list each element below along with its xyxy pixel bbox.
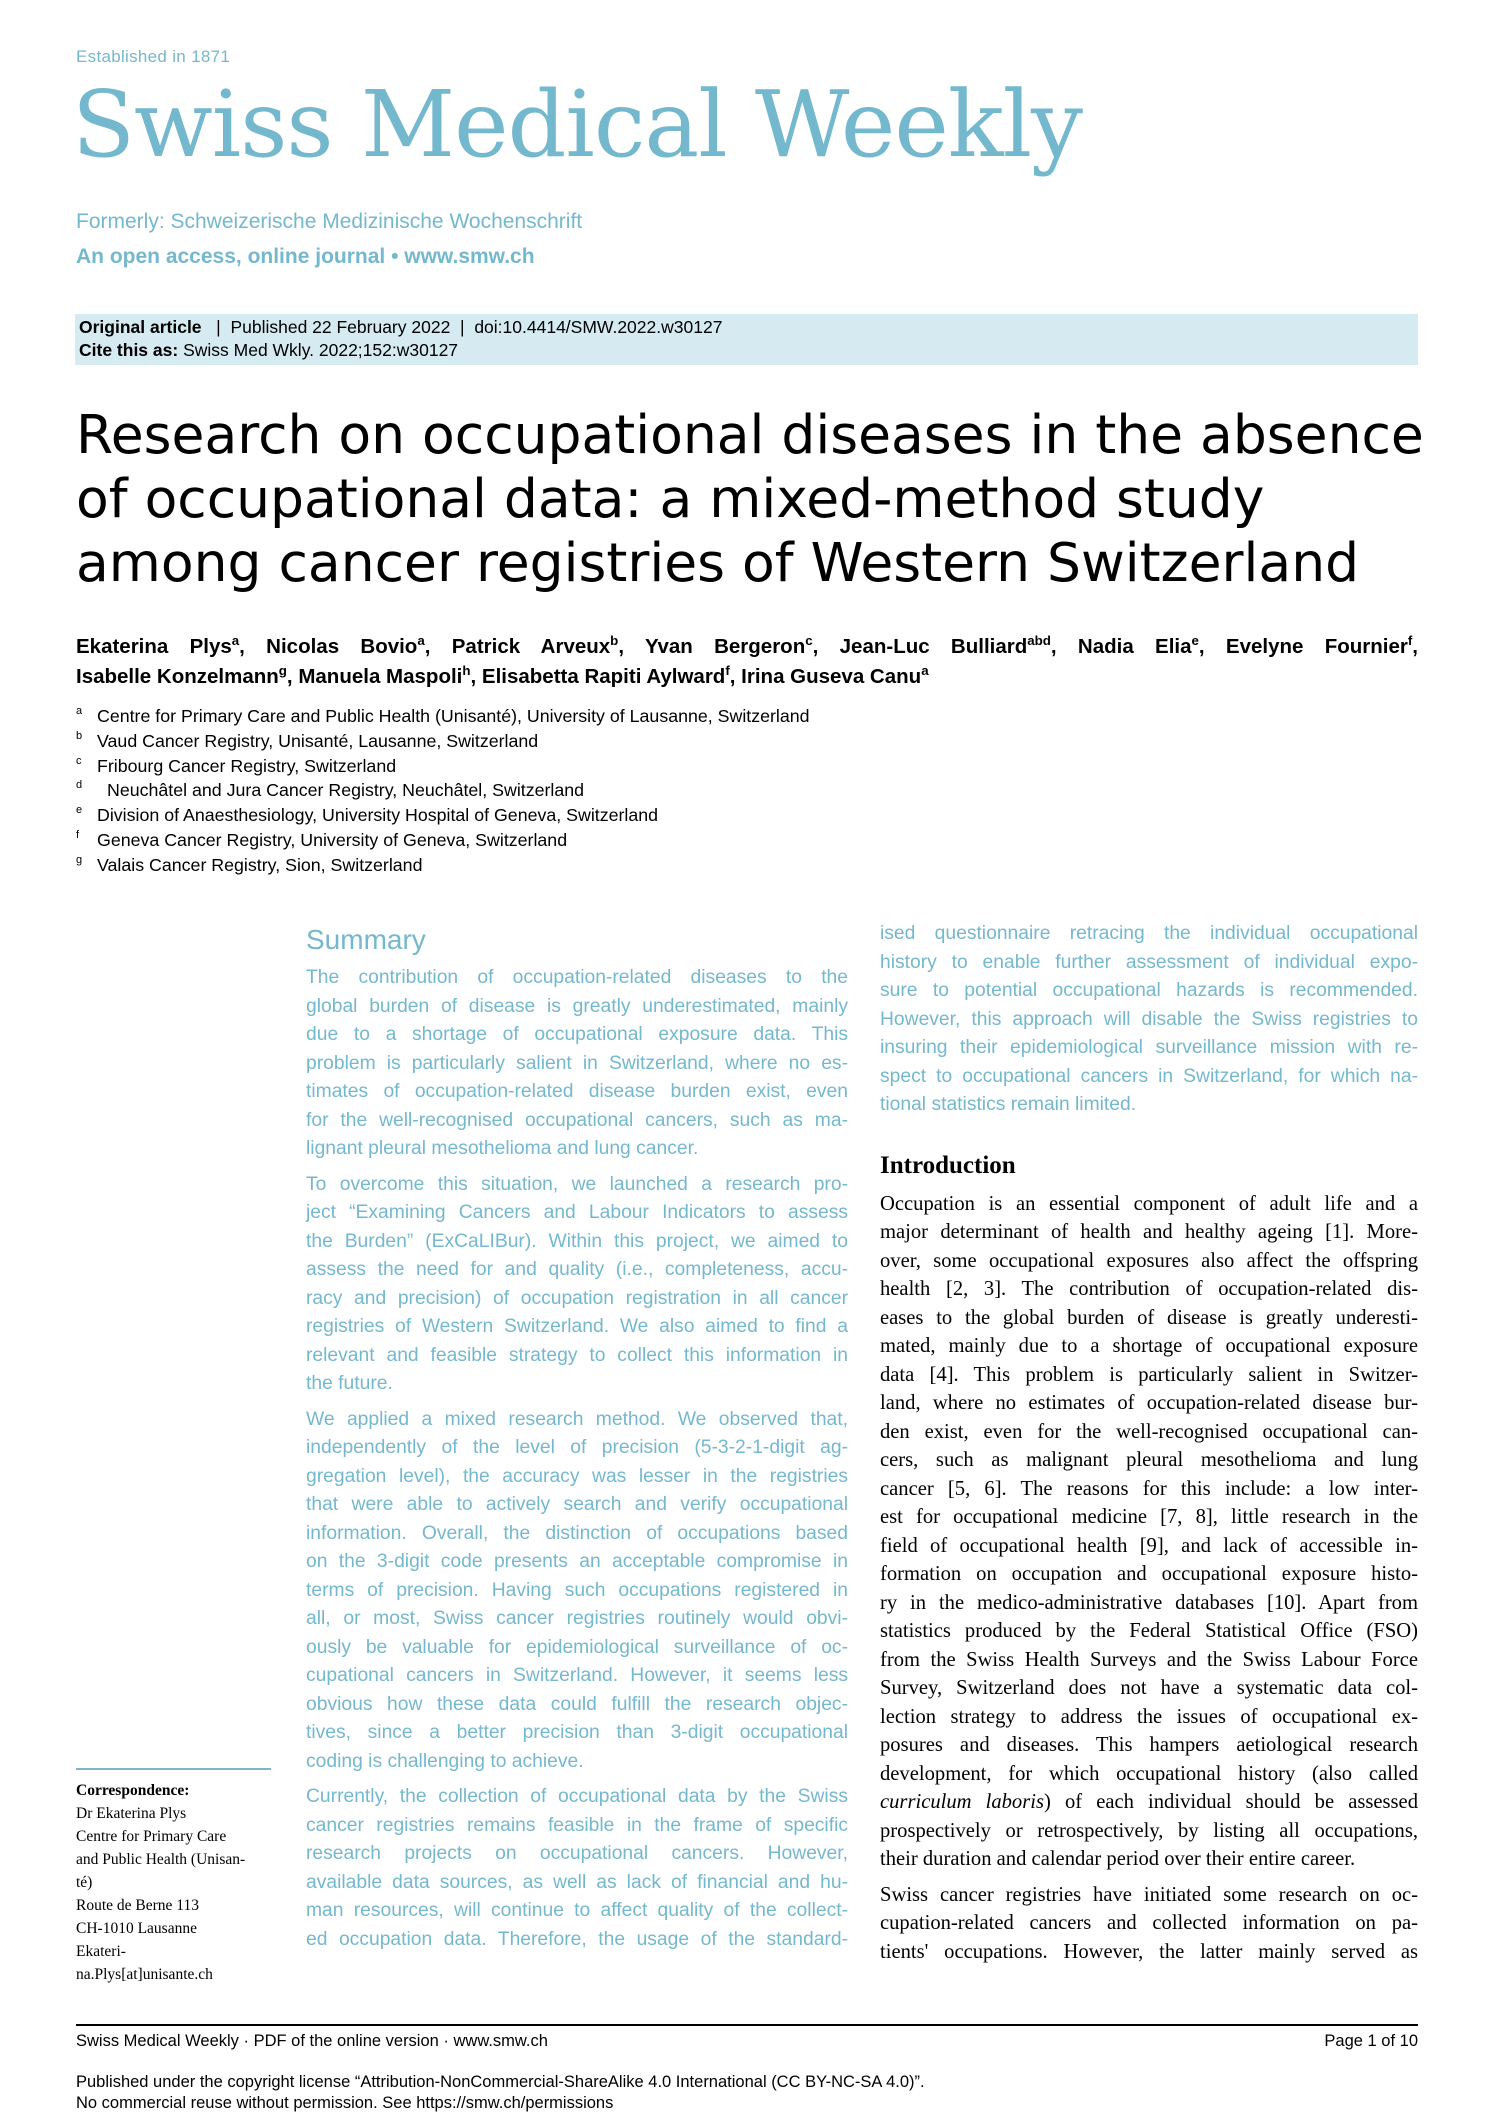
text-line: Swiss cancer registries have initiated some research on oc-	[880, 1883, 1418, 1906]
text-line: tives, since a better precision than 3-digit occupational	[306, 1722, 848, 1743]
published-date: Published 22 February 2022	[230, 317, 451, 337]
text-line: registries of Western Switzerland. We also aimed to find a	[306, 1316, 848, 1337]
article-type: Original article	[79, 317, 202, 337]
title-line: among cancer registries of Western Switzerland	[76, 531, 1360, 594]
introduction-heading: Introduction	[880, 1151, 1016, 1179]
text-line: té)	[76, 1874, 93, 1891]
intro-line: curriculum laboris) of each individual should be assessed	[880, 1791, 1418, 1813]
author-line	[76, 632, 1418, 662]
text-line: ed occupation data. Therefore, the usage of the standard-	[306, 1928, 848, 1950]
summary-section	[306, 922, 848, 1954]
established-note: Established in 1871	[76, 47, 231, 66]
text-line: global burden of disease is greatly underestimated, mainly	[306, 995, 848, 1017]
author: Jean-Luc Bulliard$^{abd}$,	[839, 633, 1057, 658]
correspondence-label: Correspondence:	[76, 1782, 190, 1799]
text-line: land, where no estimates of occupation-related disease bur-	[880, 1392, 1418, 1414]
text-line: field of occupational health [9], and lack of accessible in-	[880, 1534, 1418, 1557]
text-line: the future.	[306, 1373, 393, 1394]
author: Nicolas Bovio$^a$,	[266, 633, 431, 658]
affiliation: b Vaud Cancer Registry, Unisanté, Lausanne, Switzerland	[76, 729, 539, 751]
text-line: Route de Berne 113	[76, 1897, 199, 1914]
text-line: posures and diseases. This hampers aetiological research	[880, 1734, 1418, 1756]
text-line: for the well-recognised occupational cancers, such as ma-	[306, 1109, 848, 1131]
text-line: cers, such as malignant pleural mesothelioma and lung	[880, 1449, 1418, 1471]
text-line: due to a shortage of occupational exposure data. This	[306, 1024, 848, 1045]
summary-paragraph	[306, 1171, 848, 1399]
text-line: We applied a mixed research method. We observed that,	[306, 1408, 848, 1430]
text-line: information. Overall, the distinction of occupations based	[306, 1522, 848, 1544]
separator: |	[216, 317, 221, 337]
text-line: insuring their epidemiological surveillance mission with re-	[880, 1037, 1418, 1058]
text-line: prospectively or retrospectively, by listing all occupations,	[880, 1819, 1418, 1842]
author: Irina Guseva Canu$^a$	[741, 663, 929, 688]
text-line: na.Plys[at]unisante.ch	[76, 1966, 213, 1983]
text-line: lection strategy to address the issues of occupational ex-	[880, 1705, 1418, 1728]
text-line: independently of the level of precision (5-3-2-1-digit ag-	[306, 1437, 848, 1458]
text-line: history to enable further assessment of individual expo-	[880, 951, 1418, 973]
text-line: tional statistics remain limited.	[880, 1094, 1137, 1115]
text-line: over, some occupational exposures also affect the offspring	[880, 1249, 1418, 1272]
text-line: est for occupational medicine [7, 8], little research in the	[880, 1506, 1418, 1528]
intro-lines	[880, 1190, 1418, 1789]
introduction-paragraph	[880, 1881, 1418, 1967]
text-line: racy and precision) of occupation registration in all cancer	[306, 1287, 848, 1309]
summary-paragraph	[306, 1406, 848, 1777]
text-line: However, this approach will disable the Swiss registries to	[880, 1008, 1418, 1030]
affiliation: e Division of Anaesthesiology, University Hospital of Geneva, Switzerland	[76, 804, 659, 826]
text-line: gregation level), the accuracy was lesser in the registries	[306, 1465, 848, 1487]
footer-divider	[76, 2024, 1418, 2026]
italic-term: curriculum laboris	[880, 1791, 1044, 1813]
doi-link[interactable]: doi:10.4414/SMW.2022.w30127	[474, 317, 723, 337]
formerly-note: Formerly: Schweizerische Medizinische Wochenschrift	[76, 210, 583, 233]
text-line: from the Swiss Health Surveys and the Swiss Labour Force	[880, 1648, 1418, 1671]
text-line: timates of occupation-related disease burden exist, even	[306, 1081, 848, 1102]
text-line: The contribution of occupation-related diseases to the	[306, 967, 848, 988]
text-line: ously be valuable for epidemiological surveillance of oc-	[306, 1636, 848, 1658]
author-list	[76, 632, 1418, 692]
text-line: cupation-related cancers and collected information on pa-	[880, 1912, 1418, 1934]
text-line: development, for which occupational history (also called	[880, 1762, 1418, 1785]
text-line: relevant and feasible strategy to collect this information in	[306, 1344, 848, 1366]
text-line: problem is particularly salient in Switzerland, where no es-	[306, 1052, 848, 1074]
text-line: Dr Ekaterina Plys	[76, 1805, 187, 1822]
affiliation: d Neuchâtel and Jura Cancer Registry, Neuchâtel, Switzerland	[76, 779, 585, 801]
text-line: lignant pleural mesothelioma and lung cancer.	[306, 1138, 699, 1159]
text-line: den exist, even for the well-recognised occupational can-	[880, 1420, 1418, 1443]
text-line: Ekateri-	[76, 1943, 126, 1960]
open-access-tagline: An open access, online journal • www.smw.ch	[76, 245, 535, 268]
text-line: To overcome this situation, we launched a research pro-	[306, 1173, 848, 1195]
text-line: statistics produced by the Federal Statistical Office (FSO)	[880, 1620, 1418, 1642]
author: Isabelle Konzelmann$^g$,	[76, 663, 293, 688]
text-line: spect to occupational cancers in Switzerland, for which na-	[880, 1065, 1418, 1087]
affiliation-list	[76, 704, 810, 878]
text-line: the Burden” (ExCaLIBur). Within this project, we aimed to	[306, 1230, 848, 1252]
affiliation: a Centre for Primary Care and Public Health (Unisanté), University of Lausanne, Switzerland	[76, 705, 810, 726]
text-line: mated, mainly due to a shortage of occupational exposure	[880, 1335, 1418, 1357]
text-line: Currently, the collection of occupational data by the Swiss	[306, 1786, 848, 1807]
text-line: cancer registries remains feasible in the frame of specific	[306, 1814, 848, 1836]
text-line: cancer [5, 6]. The reasons for this include: a low inter-	[880, 1477, 1418, 1500]
right-column	[880, 920, 1418, 1966]
text-line: on the 3-digit code presents an acceptable compromise in	[306, 1551, 848, 1572]
text-line: ry in the medico-administrative databases [10]. Apart from	[880, 1591, 1418, 1614]
article-meta-band	[75, 314, 1418, 365]
summary-continuation	[880, 920, 1418, 1120]
text-line: Centre for Primary Care	[76, 1828, 227, 1845]
author: Elisabetta Rapiti Aylward$^f$,	[481, 663, 736, 688]
text-line: and Public Health (Unisan-	[76, 1851, 246, 1868]
cite-value: Swiss Med Wkly. 2022;152:w30127	[183, 340, 459, 360]
article-title	[76, 403, 1426, 595]
text-line: cupational cancers in Switzerland. However, it seems less	[306, 1665, 848, 1686]
text-line: tients' occupations. However, the latter mainly served as	[880, 1940, 1418, 1963]
author: Yvan Bergeron$^c$,	[644, 633, 819, 658]
introduction-paragraph	[880, 1190, 1418, 1874]
summary-heading: Summary	[306, 924, 426, 955]
correspondence-box	[76, 1768, 271, 1986]
text-line: CH-1010 Lausanne	[76, 1920, 197, 1937]
text-line: terms of precision. Having such occupations registered in	[306, 1579, 848, 1601]
meta-line-2	[79, 339, 1418, 362]
meta-line-1	[79, 316, 1418, 339]
cite-label: Cite this as:	[79, 340, 179, 360]
license-notice: Published under the copyright license “Attribution-NonCommercial-ShareAlike 4.0 International (CC BY-NC-SA 4.0)”.	[76, 2073, 925, 2091]
correspondence-address	[76, 1802, 271, 1986]
author: Ekaterina Plys$^a$,	[76, 633, 245, 658]
separator: |	[460, 317, 465, 337]
text-line: all, or most, Swiss cancer registries routinely would obvi-	[306, 1608, 848, 1629]
text-line: ject “Examining Cancers and Labour Indicators to assess	[306, 1202, 848, 1223]
author: Patrick Arveux$^b$,	[451, 633, 625, 658]
text-line: available data sources, as well as lack of financial and hu-	[306, 1871, 848, 1893]
author: Manuela Maspoli$^h$,	[298, 663, 477, 688]
text-line: that were able to actively search and verify occupational	[306, 1494, 848, 1515]
author: Evelyne Fournier$^f$,	[1225, 633, 1418, 658]
text-line: eases to the global burden of disease is greatly underesti-	[880, 1306, 1418, 1329]
intro-lines	[880, 1817, 1418, 1874]
text-line: their duration and calendar period over their entire career.	[880, 1848, 1356, 1870]
text-line: assess the need for and quality (i.e., completeness, accu-	[306, 1259, 848, 1280]
author: Nadia Elia$^e$,	[1077, 633, 1205, 658]
text-line: coding is challenging to achieve.	[306, 1750, 584, 1772]
text-line: health [2, 3]. The contribution of occupation-related dis-	[880, 1278, 1418, 1300]
page-number: Page 1 of 10	[1324, 2032, 1418, 2050]
text-line: Survey, Switzerland does not have a systematic data col-	[880, 1677, 1418, 1699]
text-line: man resources, will continue to affect quality of the collect-	[306, 1900, 848, 1921]
text-line: obvious how these data could fulfill the research objec-	[306, 1693, 848, 1715]
author-line	[76, 662, 1418, 692]
text-line: ised questionnaire retracing the individual occupational	[880, 923, 1418, 944]
text-line: formation on occupation and occupational exposure histo-	[880, 1563, 1418, 1585]
affiliation: g Valais Cancer Registry, Sion, Switzerland	[76, 853, 423, 875]
footer-journal-info: Swiss Medical Weekly · PDF of the online version · www.smw.ch	[76, 2032, 548, 2050]
affiliation: c Fribourg Cancer Registry, Switzerland	[76, 754, 397, 776]
affiliation: f Geneva Cancer Registry, University of Geneva, Switzerland	[76, 828, 568, 850]
divider	[76, 1768, 271, 1770]
title-line: Research on occupational diseases in the absence	[76, 403, 1424, 466]
text-line: data [4]. This problem is particularly salient in Switzer-	[880, 1363, 1418, 1386]
text-line: sure to potential occupational hazards is recommended.	[880, 980, 1418, 1001]
summary-paragraph	[306, 964, 848, 1164]
summary-paragraph	[306, 1783, 848, 1954]
text-line: research projects on occupational cancers. However,	[306, 1843, 848, 1864]
journal-logo-title: Swiss Medical Weekly	[72, 71, 1082, 178]
text-line: Occupation is an essential component of adult life and a	[880, 1192, 1418, 1215]
title-line: of occupational data: a mixed-method study	[76, 467, 1265, 530]
permissions-notice: No commercial reuse without permission. See https://smw.ch/permissions	[76, 2094, 614, 2112]
text-line: major determinant of health and healthy ageing [1]. More-	[880, 1221, 1418, 1243]
